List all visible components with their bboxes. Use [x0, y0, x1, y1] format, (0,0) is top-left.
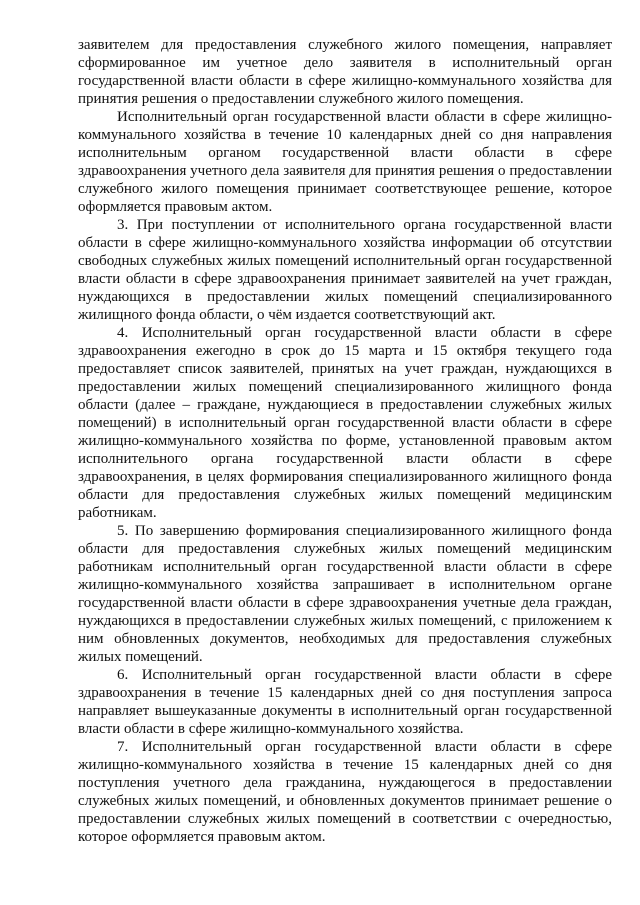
paragraph-item-5: 5. По завершению формирования специализированного жилищного фонда области для предоставления служебных жилых помещений медицинским работникам исполнительный орган государственной власти области в сфере жилищно-коммунального хозяйства запрашивает в исполнительном органе государственной власти области в сфере здравоохранения учетные дела граждан, нуждающихся в предоставлении служебных жилых помещений, с приложением к ним обновленных документов, необходимых для предоставления служебных жилых помещений. [78, 523, 612, 665]
paragraph-continuation: заявителем для предоставления служебного жилого помещения, направляет сформированное им учетное дело заявителя в исполнительный орган государственной власти области в сфере жилищно-коммунального хозяйства для принятия решения о предоставлении служебного жилого помещения. [78, 37, 612, 107]
paragraph-item-3: 3. При поступлении от исполнительного органа государственной власти области в сфере жилищно-коммунального хозяйства информации об отсутствии свободных служебных жилых помещений исполнительный орган государственной власти области в сфере здравоохранения принимает заявителей на учет граждан, нуждающихся в предоставлении жилых помещений специализированного жилищного фонда области, о чём издается соответствующий акт. [78, 217, 612, 323]
paragraph-item-4: 4. Исполнительный орган государственной власти области в сфере здравоохранения ежегодно в срок до 15 марта и 15 октября текущего года предоставляет список заявителей, принятых на учет граждан, нуждающихся в предоставлении жилых помещений специализированного жилищного фонда области (далее – граждане, нуждающиеся в предоставлении служебных жилых помещений) в исполнительный орган государственной власти области в сфере жилищно-коммунального хозяйства по форме, установленной правовым актом исполнительного органа государственной власти области в сфере здравоохранения, в целях формирования специализированного жилищного фонда области для предоставления служебных жилых помещений медицинским работникам. [78, 325, 612, 521]
paragraph-housing-decision: Исполнительный орган государственной власти области в сфере жилищно-коммунального хозяйства в течение 10 календарных дней со дня направления исполнительным органом государственной власти области в сфере здравоохранения учетного дела заявителя для принятия решения о предоставлении служебного жилого помещения принимает соответствующее решение, которое оформляется правовым актом. [78, 109, 612, 215]
paragraph-item-7: 7. Исполнительный орган государственной власти области в сфере жилищно-коммунального хозяйства в течение 15 календарных дней со дня поступления учетного дела гражданина, нуждающегося в предоставлении служебных жилых помещений, и обновленных документов принимает решение о предоставлении служебных жилых помещений в соответствии с очередностью, которое оформляется правовым актом. [78, 739, 612, 845]
paragraph-item-6: 6. Исполнительный орган государственной власти области в сфере здравоохранения в течение 15 календарных дней со дня поступления запроса направляет вышеуказанные документы в исполнительный орган государственной власти области в сфере жилищно-коммунального хозяйства. [78, 667, 612, 737]
document-page [78, 36, 612, 846]
